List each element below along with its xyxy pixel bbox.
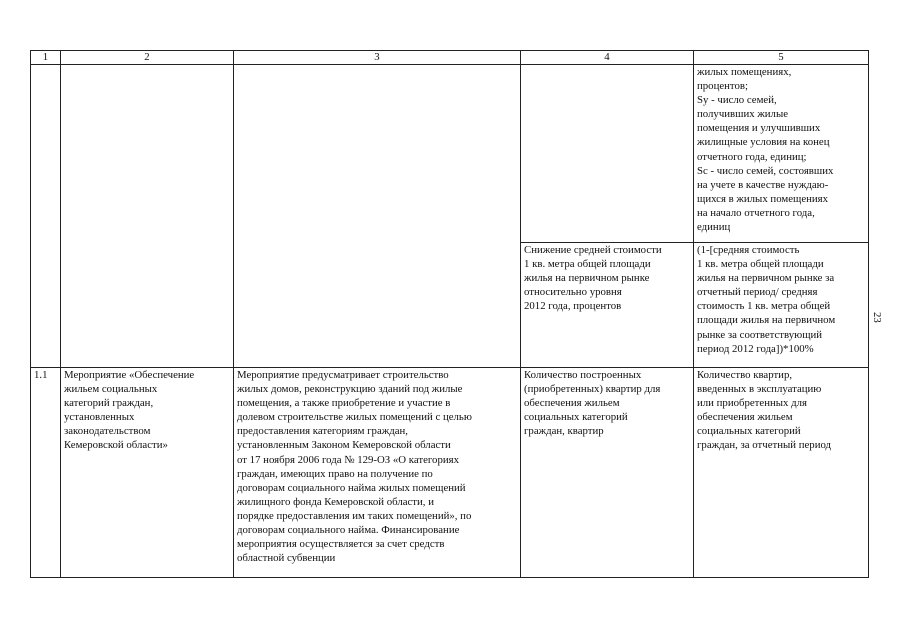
- formula-text: Количество квартир, введенных в эксплуатацию или приобретенных для обеспечения жильем социальных категорий граждан, за отчетный период: [697, 369, 832, 452]
- header-cell: 1: [31, 51, 61, 65]
- empty-cell: [521, 65, 694, 243]
- table-row: [31, 65, 869, 243]
- header-cell: 2: [61, 51, 234, 65]
- page-number: 23: [871, 312, 883, 323]
- empty-cell: [61, 65, 234, 368]
- measure-name-cell: [61, 368, 234, 578]
- empty-cell: [31, 65, 61, 368]
- header-row: [31, 51, 869, 65]
- description-cell: [234, 368, 521, 578]
- formula-text: жилых помещениях, процентов; Sу - число семей, получивших жилые помещения и улучшивших жилищные условия на конец отчетного года, единиц; Sс - число семей, состоявших на учете в качестве нуждаю- щихся в жилых помещениях на начало отчетного года, единиц: [697, 66, 834, 234]
- measure-name: Мероприятие «Обеспечение жильем социальных категорий граждан, установленных законодательством Кемеровской области»: [64, 369, 195, 452]
- table-row: [31, 368, 869, 578]
- row-number: 1.1: [34, 369, 48, 381]
- formula-cell: [694, 243, 869, 368]
- indicator-cell: [521, 368, 694, 578]
- formula-cell: [694, 65, 869, 243]
- indicator-text: Снижение средней стоимости 1 кв. метра общей площади жилья на первичном рынке относительно уровня 2012 года, процентов: [524, 244, 662, 313]
- formula-text: (1-[средняя стоимость 1 кв. метра общей площади жилья на первичном рынке за отчетный период/ средняя стоимость 1 кв. метра общей площади жилья на первичном рынке за соответствующий период 2012 года])*100%: [697, 244, 836, 355]
- indicator-text: Количество построенных (приобретенных) квартир для обеспечения жильем социальных категорий граждан, квартир: [524, 369, 661, 438]
- row-number-cell: [31, 368, 61, 578]
- indicator-cell: [521, 243, 694, 368]
- empty-cell: [234, 65, 521, 368]
- header-cell: 5: [694, 51, 869, 65]
- header-cell: 3: [234, 51, 521, 65]
- header-cell: 4: [521, 51, 694, 65]
- measure-description: Мероприятие предусматривает строительство жилых домов, реконструкцию зданий под жилые помещения, а также приобретение и участие в долевом строительстве жилых помещений с целью предоставления категориям граждан, установленным Законом Кемеровской области от 17 ноября 2006 года № 129-ОЗ «О категориях граждан, имеющих право на получение по договорам социального найма жилых помещений жилищного фонда Кемеровской области, и порядке предоставления им таких помещений», по договорам социального найма. Финансирование мероприятия осуществляется за счет средств областной субвенции: [237, 369, 472, 565]
- formula-cell: [694, 368, 869, 578]
- program-table: [30, 50, 869, 578]
